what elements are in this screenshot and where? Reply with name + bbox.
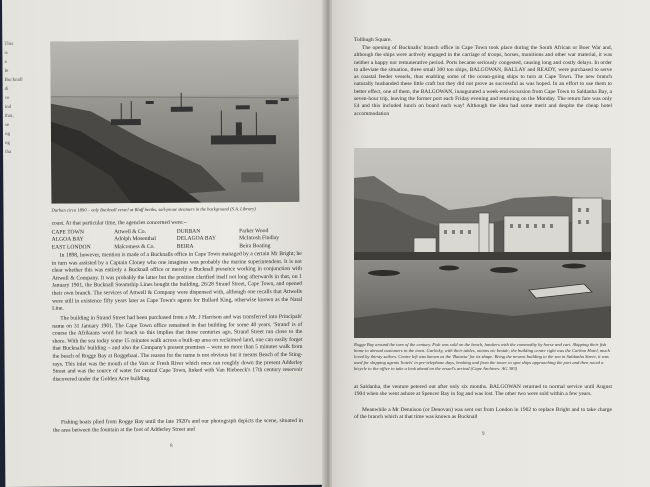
agency-cell: EAST LONDON (51, 244, 91, 251)
left-page (2, 0, 330, 487)
durban-harbour-photo (50, 40, 299, 204)
agency-cell: DURBAN (176, 228, 201, 235)
agency-cell: Malcomess & Co. (114, 243, 155, 251)
agency-cell: ALGOA BAY (51, 236, 84, 244)
body-paragraph: at Saldanha, the venture petered out after only six months. BALGOWAN returned to normal service until August 1904 when she went ashore at Spencer Bay in fog and was lost. The other two were sold within a few years. (354, 384, 612, 398)
rogge-bay-photo (354, 148, 611, 338)
agency-cell: Adolph Mosenthal (114, 236, 156, 243)
body-paragraph: Fishing boats plied from Rogge Bay until the late 1920's and our photograph depicts the scene, situated in the area between the fountain at the foot of Adderley Street and (52, 417, 303, 434)
intro-text: coast. At that particular time, the agencies concerned were:– (51, 219, 187, 227)
body-paragraph: In 1898, however, mention is made of a Bucknalls office in Cape Town managed by a certain Mr Bright; he in turn was assisted by a Captain Cloney who one imagines was probably the marine superintendent. It is not clear whether this was entirely a Bucknall office or merely a Bucknall presence working in conjunction with Attwell & Company. It was probably the latter but the position clarified itself not long afterwards in that, on 1 January 1901, the Bucknall Steamship Lines bought the building, 26/28 Strand Street, Cape Town, and opened their own branch. The services of Attwell & Company were dispensed with, although one recalls that Attwells were still in existence fifty years later as Cape Town's agents for Bullard King, otherwise known as the Natal Line. (51, 250, 303, 312)
agency-table (52, 228, 302, 252)
agency-cell: McIntosh Findlay (239, 235, 280, 242)
agency-cell: DELAGOA BAY (176, 235, 217, 243)
photo-caption: Rogge Bay around the turn of the century. Fish was sold on the beach, hawkers with the commodity by horse and cart. Skipping their fish home to abroad customers in the town. Garlicky, with their tables, onions etc beside; the building centre right was the Carlton Hotel, much loved by thirsty sailors. Centre left was known as the 'Batavia' for its shape. Bring the newest building to the sea in Saldanha Street, it was used for shipping agents 'hotels' in pre-telephone days, booking and from the tower to spot ships approaching the port and then raced a bicycle to the office to take a look ahead on the vessel's arrival (Cape Archives: AG 383) (354, 342, 610, 371)
page-number: 8 (170, 443, 173, 449)
body-paragraph: Meanwhile a Mr Dennison (or Denovan) was sent out from London in 1902 to replace Bright and to take charge of the branch which at that time was known as Bucknall (354, 407, 612, 421)
page-number: 9 (482, 432, 485, 437)
body-paragraph: The opening of Bucknalls' branch office in Cape Town took place during the South African or Boer War and, although the ships were actively engaged in the carriage of troops, horses, munitions and other war material, it was neither a happy nor remunerative period. Ports became seriously congested, causing long and costly delays. In order to alleviate the situation, three small 300 ton ships, BALGOWAN, BALLAY and READY, were purchased to serve as coastal feeder vessels, thus enabling some of the ocean-going ships to turn at Cape Town. The new branch naturally husbanded these little craft but they did not prove as successful as was hoped. In an effort to use them to better effect, one of them, the BALGOWAN, inaugurated a week-end excursion from Cape Town to Saldanha Bay, a seven-hour trip, leaving the former port each Friday evening and returning on the Monday. The return fare was only £4 and this included lunch on board each way! Although the idea had some merit and despite the cheap hotel accommodation (354, 45, 612, 117)
agency-cell: Beira Boating (239, 242, 271, 250)
durban-harbour-illustration (50, 40, 299, 204)
edge-text: This is a fe Bucknall di co ind that, se ng ng tha (4, 41, 23, 155)
agency-cell: Attwell & Co. (114, 229, 147, 236)
agency-cell: CAPE TOWN (51, 229, 84, 236)
body-paragraph: Tollhugh Square. (354, 37, 392, 43)
photo-caption: Durban circa 1890 – only Bucknall vessel at Bluff berths, sail-prone steamers in the background (S.A. Library) (51, 206, 256, 213)
agency-cell: Parker Wood (239, 228, 269, 235)
right-page (332, 0, 650, 487)
agency-cell: BEIRA (176, 243, 194, 250)
body-paragraph: The building in Strand Street had been purchased from a Mr. J Harrison and was transferred into Principals' name on 31 January 1901. The Cape Town office remained in that building for some 40 years. 'Strand' is of course the Afrikaans word for beach so this implies that those centuries ago, Strand Street ran close to the shore. With the sea today some 15 minutes walk across a built-up area on reclaimed land, one can easily forget that Bucknalls' building – and also the Company's present premises – were no more than 5 minutes walk from the beach of Rogge Bay at Roggebaai. The reason for the name is not obvious but it means Beach of the Sting-rays. This inlet was the mouth of the Vars or Fresh River which once ran roughly down the present Adderley Street and was the source of water for central Cape Town, linked with Van Riebeeck's 17th century reservoir discovered under the Golden Acre building. (52, 313, 303, 383)
rogge-bay-illustration (354, 148, 611, 338)
